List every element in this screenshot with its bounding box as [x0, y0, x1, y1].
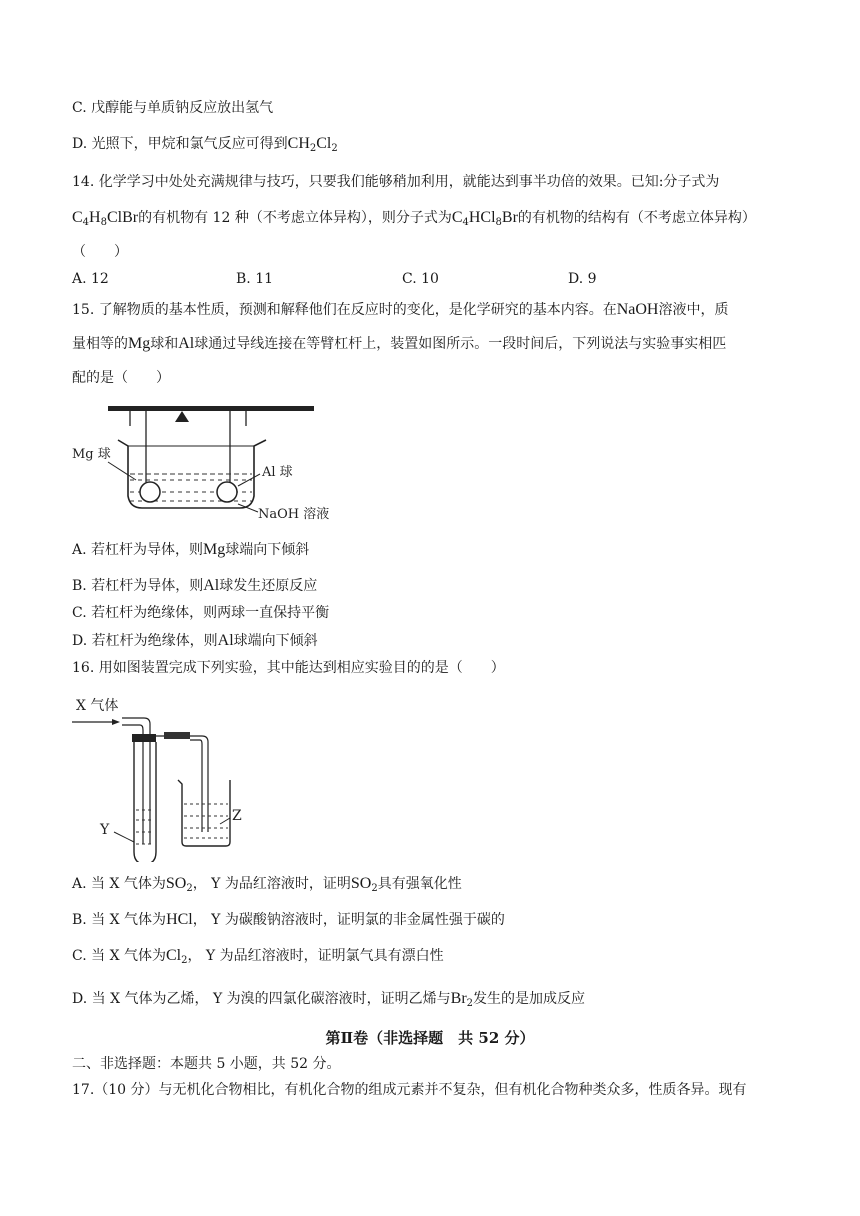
fulcrum — [175, 411, 189, 422]
q15-option-d: D. 若杠杆为绝缘体，则Al球端向下倾斜 — [72, 632, 318, 649]
lever-bar — [108, 406, 314, 411]
fig-label-al: Al 球 — [262, 465, 293, 480]
q15-option-b: B. 若杠杆为导体，则Al球发生还原反应 — [72, 577, 318, 594]
fig-label-y: Y — [100, 822, 110, 838]
mg-ball — [140, 482, 160, 502]
q16-option-b: B. 当 X 气体为HCl， Y 为碳酸钠溶液时，证明氯的非金属性强于碳的 — [72, 911, 505, 928]
section-title: 第Ⅱ卷（非选择题 共 52 分） — [325, 1029, 535, 1047]
rubber-connector — [164, 732, 190, 739]
q13-option-d: D. 光照下，甲烷和氯气反应可得到$CH_2Cl_2$ — [72, 135, 338, 154]
q14-option-d: D. 9 — [568, 271, 597, 287]
q16-option-c: C. 当 X 气体为$Cl_2$， Y 为品红溶液时，证明氯气具有漂白性 — [72, 947, 444, 966]
q16-gas-apparatus-figure — [70, 692, 260, 862]
fig-label-x-gas: X 气体 — [76, 698, 119, 714]
q15-option-c: C. 若杠杆为绝缘体，则两球一直保持平衡 — [72, 605, 330, 621]
q16-option-d: D. 当 X 气体为乙烯， Y 为溴的四氯化碳溶液时，证明乙烯与$Br_2$发生的是加成反应 — [72, 990, 586, 1009]
q14-option-c: C. 10 — [402, 271, 439, 287]
q14-option-a: A. 12 — [72, 271, 109, 287]
fig-label-naoh: NaOH 溶液 — [258, 507, 330, 522]
q14-stem-line2: $C_4H_8ClBr$的有机物有 12 种（不考虑立体异构），则分子式为$C_4HCl_8Br$的有机物的结构有（不考虑立体异构） — [72, 209, 756, 228]
fig-label-mg: Mg 球 — [72, 447, 111, 462]
q15-lever-apparatus-figure — [70, 400, 360, 530]
q14-stem-line1: 14. 化学学习中处处充满规律与技巧，只要我们能够稍加利用，就能达到事半功倍的效果。已知:分子式为 — [72, 174, 720, 190]
section-intro: 二、非选择题：本题共 5 小题，共 52 分。 — [72, 1056, 341, 1072]
fig-label-z: Z — [232, 808, 242, 824]
q15-stem-line3: 配的是（ ） — [72, 370, 170, 386]
q14-stem-line3: （ ） — [72, 244, 128, 260]
q13-option-c: C. 戊醇能与单质钠反应放出氢气 — [72, 100, 274, 116]
q16-option-a: A. 当 X 气体为$SO_2$， Y 为品红溶液时，证明$SO_2$具有强氧化性 — [72, 875, 462, 894]
q15-stem-line1: 15. 了解物质的基本性质，预测和解释他们在反应时的变化，是化学研究的基本内容。在NaOH溶液中，质 — [72, 301, 729, 318]
q16-stem: 16. 用如图装置完成下列实验，其中能达到相应实验目的的是（ ） — [72, 660, 505, 676]
beaker — [178, 780, 230, 846]
q15-option-a: A. 若杠杆为导体，则Mg球端向下倾斜 — [72, 541, 310, 558]
q14-options — [72, 269, 772, 289]
al-ball — [217, 482, 237, 502]
q17-stem: 17.（10 分）与无机化合物相比，有机化合物的组成元素并不复杂，但有机化合物种类众多，性质各异。现有 — [72, 1082, 747, 1098]
q15-stem-line2: 量相等的Mg球和Al球通过导线连接在等臂杠杆上，装置如图所示。一段时间后，下列说法与实验事实相匹 — [72, 335, 727, 352]
q14-option-b: B. 11 — [236, 271, 274, 287]
